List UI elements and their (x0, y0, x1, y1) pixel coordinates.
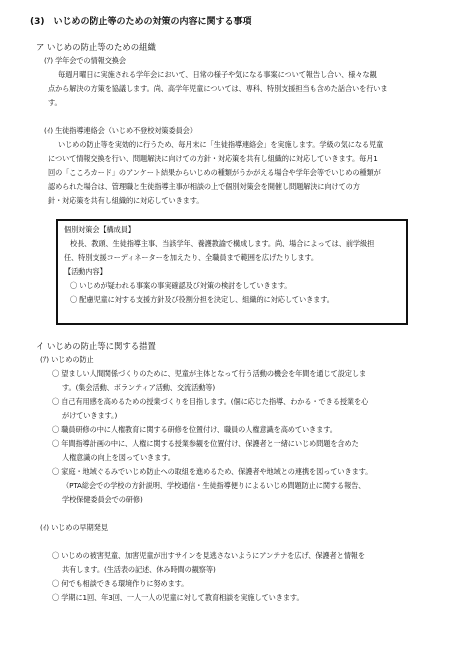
prevention-item: （PTA総会での学校の方針説明、学校通信・生徒指導便りによるいじめ問題防止に関する報告、 (62, 481, 366, 490)
section-a-sub1-line: す。 (48, 98, 62, 107)
section-a-sub2-line: 回の「こころカード」のアンケート結果からいじめの種類がうかがえる場合や学年会等でいじめの種類が (48, 168, 381, 177)
section-i-sub1-title: (ｱ) いじめの防止 (40, 355, 94, 364)
section-a-sub2-line: 認められた場合は、管理職と生徒指導主事が相談の上で個別対策会を開催し問題解決に向けての方 (48, 182, 360, 191)
prevention-item: 〇 自己有用感を高めるための授業づくりを目指します。(個に応じた指導、わかる・できる授業を心 (52, 397, 369, 406)
section-a-title: ア いじめの防止等のための組織 (36, 42, 156, 52)
detection-item: 〇 いじめの被害児童、加害児童が出すサインを見逃さないようにアンテナを広げ、保護者と情報を (52, 551, 365, 560)
box-title: 個別対策会【構成員】 (64, 225, 135, 234)
detection-item: 〇 学期に1回、年3回、一人一人の児童に対して教育相談を実施していきます。 (52, 593, 304, 602)
section-a-sub1-line: 点から解決の方策を協議します。尚、高学年児童については、専科、特別支援担当も含めた話合いを行いま (48, 84, 388, 93)
prevention-item: 学校保健委員会での研修) (62, 495, 143, 504)
section-i-sub2-title: (ｲ) いじめの早期発見 (40, 523, 108, 532)
box-activity: 〇 配慮児童に対する支援方針及び役割分担を決定し、組織的に対応していきます。 (70, 295, 334, 304)
prevention-item: す。(集会活動、ボランティア活動、交流活動等) (62, 383, 216, 392)
section-a-sub1-line: 毎週月曜日に実施される学年会において、日常の様子や気になる事案について報告し合い、様々な観 (58, 70, 377, 79)
box-activities-title: 【活動内容】 (64, 267, 107, 276)
prevention-item: 〇 年間指導計画の中に、人権に関する授業参観を位置付け、保護者と一緒にいじめ問題を含めた (52, 439, 359, 448)
section-heading: (3) いじめの防止等のための対策の内容に関する事項 (30, 17, 252, 27)
prevention-item: 〇 家庭・地域ぐるみでいじめ防止への取組を進めるため、保護者や地域との連携を図っていきます。 (52, 467, 373, 476)
prevention-item: 〇 職員研修の中に人権教育に関する研修を位置付け、職員の人権意識を高めていきます。 (52, 425, 337, 434)
detection-item: 〇 何でも相談できる環境作りに努めます。 (52, 579, 189, 588)
box-line: 校長、教頭、生徒指導主事、当該学年、養護教諭で構成します。尚、場合によっては、前学級担 (70, 239, 375, 248)
prevention-item: 人権意識の向上を図っていきます。 (62, 453, 175, 462)
prevention-item: 〇 望ましい人間関係づくりのために、児童が主体となって行う活動の機会を年間を通じて設定しま (52, 369, 367, 378)
section-a-sub1-title: (ｱ) 学年会での情報交換会 (44, 56, 126, 65)
prevention-item: がけていきます。) (62, 411, 118, 420)
section-i-title: イ いじめの防止等に関する措置 (36, 341, 156, 351)
box-line: 任、特別支援コーディネーターを加えたり、全職員まで範囲を広げたりします。 (64, 253, 319, 262)
section-a-sub2-title: (ｲ) 生徒指導連絡会（いじめ不登校対策委員会） (44, 126, 197, 135)
section-a-sub2-line: 針・対応策を共有し組織的に対応していきます。 (48, 196, 204, 205)
detection-item: 共有します。(生活表の記述、休み時間の観察等) (62, 565, 216, 574)
section-a-sub2-line: いじめの防止等を実効的に行うため、毎月末に「生徒指導連絡会」を実施します。学級の気になる児童 (58, 140, 384, 149)
box-activity: 〇 いじめが疑われる事案の事実確認及び対策の検討をしていきます。 (70, 281, 292, 290)
section-a-sub2-line: について情報交換を行い、問題解決に向けての方針・対応策を共有し組織的に対応していきます。毎月1 (48, 154, 378, 163)
